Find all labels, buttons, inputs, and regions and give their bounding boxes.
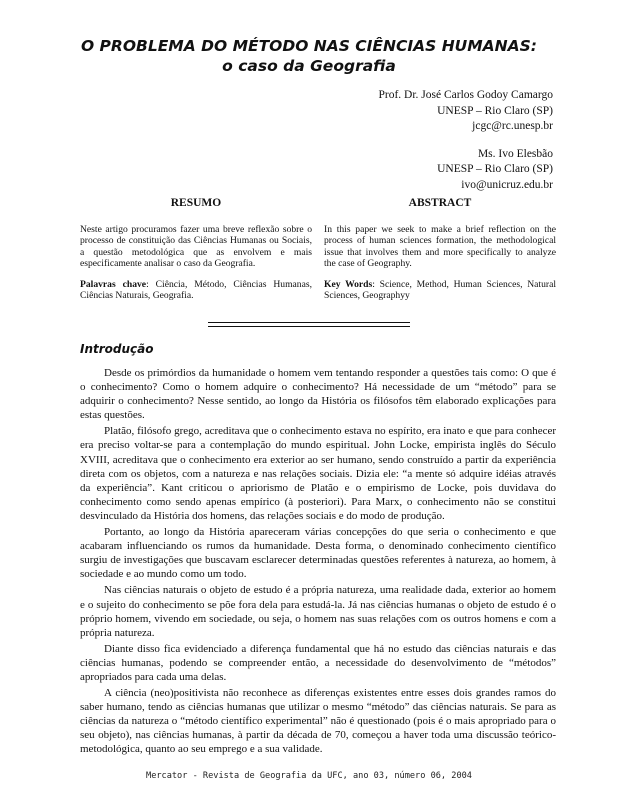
article-title [0,36,618,76]
resumo-keywords [80,279,312,302]
introduction-body [80,366,556,759]
resumo-keywords-label: Palavras chave [80,278,147,290]
title-subtitle: o caso da Geografia [222,57,396,75]
divider-rule-top [208,322,410,323]
section-heading: Introdução [80,342,154,356]
author-entry [378,88,553,135]
paragraph: Nas ciências naturais o objeto de estudo é a própria natureza, uma realidade dada, exterior ao homem e o sujeito do conhecimento se põe fora dela para estudá-la. Já nas ciências humanas o objeto de estudo é o próprio homem, vivendo em sociedade, ou seja, o homem nas suas relações com os outros homens e com a própria natureza. [80,584,556,639]
resumo-heading: RESUMO [170,197,222,209]
author-entry [378,147,553,194]
author-email: jcgc@rc.unesp.br [472,120,553,132]
paragraph: Diante disso fica evidenciado a diferença fundamental que há no estudo das ciências naturais e das ciências humanas, podendo se compreender então, a necessidade do desenvolvimento de “métodos” apropriados para cada uma delas. [80,642,556,683]
title-main: O PROBLEMA DO MÉTODO NAS CIÊNCIAS HUMANAS: [80,37,538,55]
paragraph: Portanto, ao longo da História apareceram várias concepções do que seria o conhecimento e que acabaram influenciando os rumos da humanidade. Desta forma, o denominado conhecimento científico surgiu de investigações que buscavam esclarecer determinadas questões referentes à natureza, ao homem, à sociedade e ao mundo como um todo. [80,526,556,581]
divider-rule-bottom [208,326,410,327]
abstract-keywords-list: : Science, Method, Human Sciences, Natural Sciences, Geographyy [324,278,556,302]
abstract-keywords-label: Key Words [324,278,373,290]
resumo-text: Neste artigo procuramos fazer uma breve reflexão sobre o processo de constituição das Ciências Humanas ou Sociais, a questão metodológica que as envolvem e mais especificamente analisar o caso da Geografia. [80,224,312,270]
author-affiliation: UNESP – Rio Claro (SP) [437,163,553,175]
abstract-text: In this paper we seek to make a brief reflection on the process of human sciences formation, the methodological issue that involves them and more specifically to analyze the case of Geography. [324,224,556,270]
paragraph: Desde os primórdios da humanidade o homem vem tentando responder a questões tais como: O que é o conhecimento? Como o homem adquire o conhecimento? Há necessidade de um “método” para se adquirir o conhecimento? Nesse sentido, ao longo da História os filósofos têm elaborado explicações para estas questões. [80,367,556,422]
page-footer: Mercator - Revista de Geografia da UFC, ano 03, número 06, 2004 [146,771,472,781]
author-name: Ms. Ivo Elesbão [477,147,553,160]
paragraph: A ciência (neo)positivista não reconhece as diferenças existentes entre esses dois grandes ramos do saber humano, tendo as ciências humanas que utilizar o mesmo “método” das ciências naturais. Se para as ciências da natureza o “método científico experimental” não é questionado (pois é o mais apropriado para o seu objeto), nas ciências humanas, à partir da década de 70, começou a haver toda uma discussão teórico-metodológica, quanto ao seu emprego e a sua validade. [80,687,556,756]
paragraph: Platão, filósofo grego, acreditava que o conhecimento estava no espírito, era inato e que para conhecer era preciso voltar-se para a contemplação do mundo espiritual. John Locke, empirista inglês do Século XVIII, acreditava que o conhecimento era exterior ao ser humano, sendo construído a partir da experiência direta com os objetos, com a natureza e nas relações sociais. Dizia ele: “a mente só adquire idéias através da experiência”. Kant criticou o apriorismo de Platão e o empirismo de Locke, pois duvidava do conhecimento como sendo apenas empírico (à posteriori). Para Marx, o conhecimento não se constitui desvinculado da História dos homens, das relações sociais e do modo de produção. [80,425,556,522]
author-affiliation: UNESP – Rio Claro (SP) [437,104,553,117]
abstract-heading: ABSTRACT [408,197,472,209]
abstract-keywords [324,279,556,302]
resumo-keywords-list: : Ciência, Método, Ciências Humanas, Ciências Naturais, Geografia. [80,278,312,302]
author-email: ivo@unicruz.edu.br [461,178,553,191]
resumo-column [80,196,312,301]
author-name: Prof. Dr. José Carlos Godoy Camargo [378,89,553,101]
author-list [378,88,553,205]
abstract-column [324,196,556,301]
